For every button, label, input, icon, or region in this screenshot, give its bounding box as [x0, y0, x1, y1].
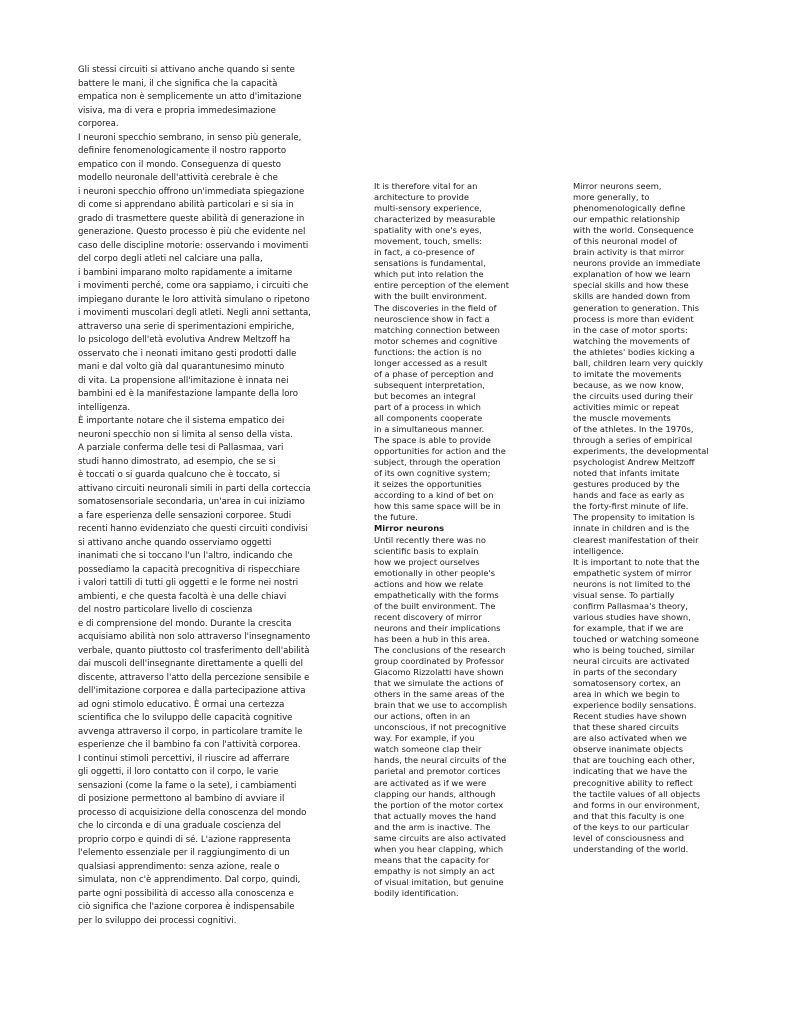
english-paragraph-4: It is important to note that the empathetic system of mirror neurons is not limited to the visual sense. To partially confirm Pallasmaa's theory, various studies have shown, for example, that if we are touched or watching someone who is being touched, similar neural circuits are activated in parts of the secondary somatosensory cortex, an area in which we begin to experience bodily sensations. Recent studies have shown that these shared circuits are also activated when we observe inanimate objects that are touching each other, indicating that we have the precognitive ability to reflect the tactile values of all objects and forms in our environment, and that this faculty is one of the keys to our particular level of consciousness and understanding of the world. — [573, 556, 701, 854]
italian-paragraph-1: Gli stessi circuiti si attivano anche quando si sente battere le mani, il che significa che la capacità empatica non è semplicemente un atto d'imitazione visiva, ma di vera e propria immedesimazione corporea. — [78, 65, 302, 129]
english-paragraph-3: Mirror neurons seem, more generally, to phenomenologically define our empathic relationship with the world. Consequence of this neuronal model of brain activity is that mirror neurons provide an immediate explanation of how we learn special skills and how these skills are handed down from generation to generation. This process is more than evident in the case of motor sports: watching the movements of the athletes' bodies kicking a ball, children learn very quickly to imitate the movements because, as we now know, the circuits used during their activities mimic or repeat the muscle movements of the athletes. In the 1970s, through a series of empirical experiments, the developmental psychologist Andrew Meltzoff noted that infants imitate gestures produced by the hands and face as early as the forty-first minute of life. The propensity to imitation is innate in children and is the clearest manifestation of their intelligence. — [573, 181, 709, 556]
english-paragraph-2: Until recently there was no scientific basis to explain how we project ourselves emotionally in other people's actions and how we relate empathetically with the forms of the built environment. The recent discovery of mirror neurons and their implications has been a hub in this area. The conclusions of the research group coordinated by Professor Giacomo Rizzolatti have shown that we simulate the actions of others in the same areas of the brain that we use to accomplish our actions, often in an unconscious, if not precognitive way. For example, if you watch someone clap their hands, the neural circuits of the parietal and premotor cortices are activated as if we were clapping our hands, although the portion of the motor cortex that actually moves the hand and the arm is inactive. The same circuits are also activated when you hear clapping, which means that the capacity for empathy is not simply an act of visual imitation, but genuine bodily identification. — [374, 534, 508, 898]
section-heading-mirror-neurons: Mirror neurons — [374, 523, 445, 534]
italian-paragraph-3: È importante notare che il sistema empatico dei neuroni specchio non si limita al senso della vista. A parziale conferma delle tesi di Pallasmaa, vari studi hanno dimostrato, ad esempio, che se si è toccati o si guarda qualcuno che è toccato, si attivano circuiti neuronali simili in parti della corteccia somatosensoriale secondaria, un'area in cui iniziamo a fare esperienza delle sensazioni corporee. Studi recenti hanno evidenziato che questi circuiti condivisi si attivano anche quando osserviamo oggetti inanimati che si toccano l'un l'altro, indicando che possediamo la capacità precognitiva di rispecchiare i valori tattili di tutti gli oggetti e le forme nei nostri ambienti, e che questa facoltà è una delle chiavi del nostro particolare livello di coscienza e di comprensione del mondo. Durante la crescita acquisiamo abilità non solo attraverso l'insegnamento verbale, quanto piuttosto col trasferimento dell'abilità dai muscoli dell'insegnante direttamente a quelli del discente, attraverso l'atto della percezione sensibile e dell'imitazione corporea e dalla partecipazione attiva ad ogni stimolo educativo. È ormai una certezza scientifica che lo sviluppo delle capacità cognitive avvenga attraverso il corpo, in particolare tramite le esperienze che il bambino fa con l'attività corporea. I continui stimoli percettivi, il riuscire ad afferrare gli oggetti, il loro contatto con il corpo, le varie sensazioni (come la fame o la sete), i cambiamenti di posizione permettono al bambino di avviare il processo di acquisizione della conoscenza del mondo che lo circonda e di una graduale coscienza del proprio corpo e quindi di sé. L'azione rappresenta l'elemento essenziale per il raggiungimento di un qualsiasi apprendimento: senza azione, reale o simulata, non c'è apprendimento. Dal corpo, quindi, parte ogni possibilità di accesso alla conoscenza e ciò significa che l'azione corporea è indispensabile per lo sviluppo dei processi cognitivi. — [78, 416, 311, 926]
italian-text-column — [78, 64, 328, 928]
english-text-column-2 — [573, 181, 723, 855]
italian-paragraph-2: I neuroni specchio sembrano, in senso più generale, definire fenomenologicamente il nostro rapporto empatico con il mondo. Conseguenza di questo modello neuronale dell'attività cerebrale è che i neuroni specchio offrono un'immediata spiegazione di come si apprendano abilità particolari e si sia in grado di trasmettere queste abilità di generazione in generazione. Questo processo è più che evidente nel caso delle discipline motorie: osservando i movimenti del corpo degli atleti nel calciare una palla, i bambini imparano molto rapidamente a imitarne i movimenti perché, come ora sappiamo, i circuiti che impiegano durante le loro attività simulano o ripetono i movimenti muscolari degli atleti. Negli anni settanta, attraverso una serie di sperimentazioni empiriche, lo psicologo dell'età evolutiva Andrew Meltzoff ha osservato che i neonati imitano gesti prodotti dalle mani e dal volto già dal quarantunesimo minuto di vita. La propensione all'imitazione è innata nei bambini ed è la manifestazione lampante della loro intelligenza. — [78, 132, 311, 413]
english-text-column-1 — [374, 181, 524, 899]
english-paragraph-1: It is therefore vital for an architecture to provide multi-sensory experience, characterized by measurable spatiality with one's eyes, movement, touch, smells: in fact, a co-presence of sensations is fundamental, which put into relation the entire perception of the element with the built environment. The discoveries in the field of neuroscience show in fact a matching connection between motor schemes and cognitive functions: the action is no longer accessed as a result of a phase of perception and subsequent interpretation, but becomes an integral part of a process in which all components cooperate in a simultaneous manner. The space is able to provide opportunities for action and the subject, through the operation of its own cognitive system; it seizes the opportunities according to a kind of bet on how this same space will be in the future. — [374, 181, 510, 523]
